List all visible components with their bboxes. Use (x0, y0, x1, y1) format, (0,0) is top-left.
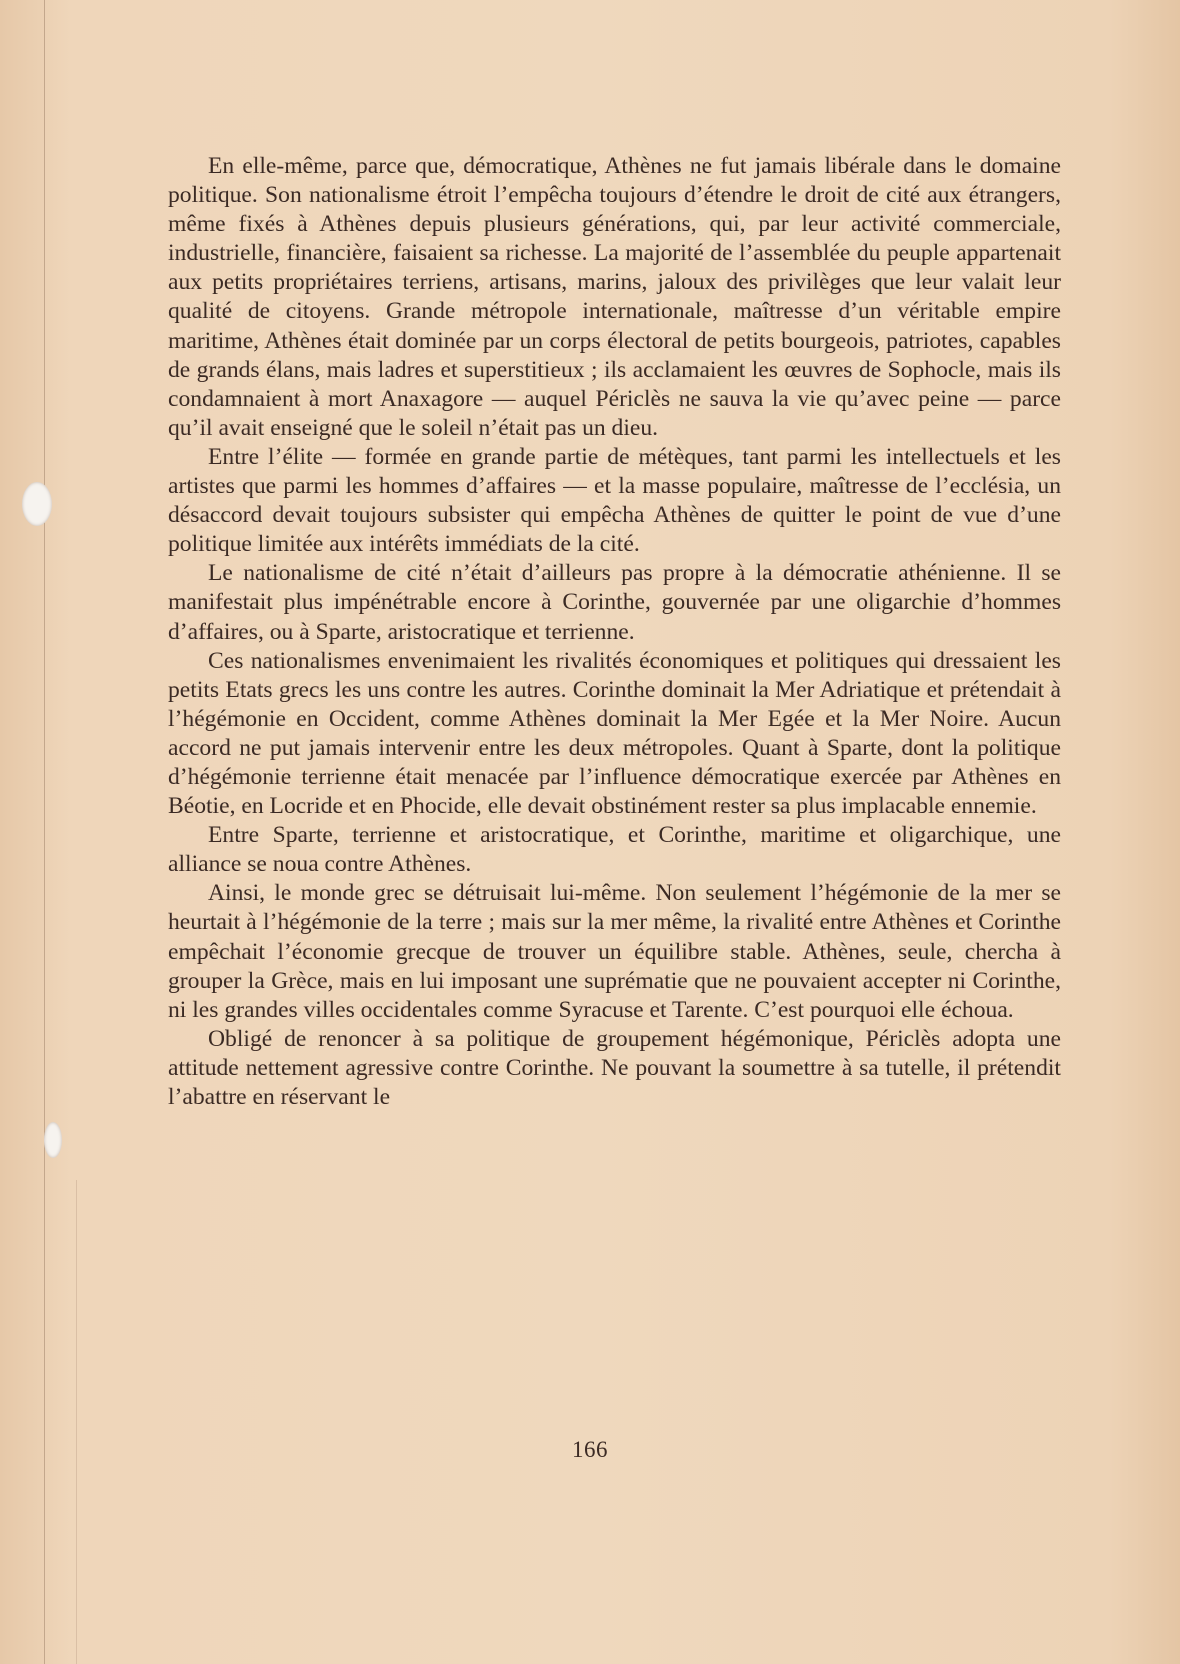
page-crease (76, 1180, 77, 1664)
paragraph: Ces nationalismes envenimaient les rivalités économiques et politiques qui dressaient les petits Etats grecs les uns contre les autres. Corinthe dominait la Mer Adriatique et prétendait à l’hégémonie en Occident, comme Athènes dominait la Mer Egée et la Mer Noire. Aucun accord ne put jamais intervenir entre les deux métropoles. Quant à Sparte, dont la politique d’hégémonie terrienne était menacée par l’influence démocratique exercée par Athènes en Béotie, en Locride et en Phocide, elle devait obstinément rester sa plus implacable ennemie. (168, 647, 1061, 820)
paragraph: Entre l’élite — formée en grande partie de métèques, tant parmi les intellectuels et les artistes que parmi les hommes d’affaires — et la masse populaire, maîtresse de l’ecclésia, un désaccord devait toujours subsister qui empêcha Athènes de quitter le point de vue d’une politique limitée aux intérêts immédiats de la cité. (168, 443, 1061, 558)
paragraph: Le nationalisme de cité n’était d’ailleurs pas propre à la démocratie athénienne. Il se manifestait plus impénétrable encore à Corinthe, gouvernée par une oligarchie d’hommes d’affaires, ou à Sparte, aristocratique et terrienne. (168, 560, 1061, 645)
paragraph: Ainsi, le monde grec se détruisait lui-même. Non seulement l’hégémonie de la mer se heurtait à l’hégémonie de la terre ; mais sur la mer même, la rivalité entre Athènes et Corinthe empêchait l’économie grecque de trouver un équilibre stable. Athènes, seule, chercha à grouper la Grèce, mais en lui imposant une suprématie que ne pouvaient accepter ni Corinthe, ni les grandes villes occidentales comme Syracuse et Tarente. C’est pourquoi elle échoua. (168, 880, 1061, 1023)
paragraph: Entre Sparte, terrienne et aristocratique, et Corinthe, maritime et oligarchique, une alliance se noua contre Athènes. (168, 822, 1061, 878)
page-number: 166 (572, 1437, 608, 1462)
page-fold-line (44, 0, 45, 1664)
punch-hole (22, 482, 52, 526)
paragraph: Obligé de renoncer à sa politique de groupement hégémonique, Périclès adopta une attitude nettement agressive contre Corinthe. Ne pouvant la soumettre à sa tutelle, il prétendit l’abattre en réservant le (168, 1025, 1061, 1110)
paragraph: En elle-même, parce que, démocratique, Athènes ne fut jamais libérale dans le domaine politique. Son nationalisme étroit l’empêcha toujours d’étendre le droit de cité aux étrangers, même fixés à Athènes depuis plusieurs générations, qui, par leur activité commerciale, industrielle, financière, faisaient sa richesse. La majorité de l’assemblée du peuple appartenait aux petits propriétaires terriens, artisans, marins, jaloux des privilèges que leur valait leur qualité de citoyens. Grande métropole internationale, maîtresse d’un véritable empire maritime, Athènes était dominée par un corps électoral de petits bourgeois, patriotes, capables de grands élans, mais ladres et superstitieux ; ils acclamaient les œuvres de Sophocle, mais ils condamnaient à mort Anaxagore — auquel Périclès ne sauva la vie qu’avec peine — parce qu’il avait enseigné que le soleil n’était pas un dieu. (168, 153, 1061, 441)
body-text (168, 152, 1061, 1112)
punch-hole (44, 1122, 62, 1158)
